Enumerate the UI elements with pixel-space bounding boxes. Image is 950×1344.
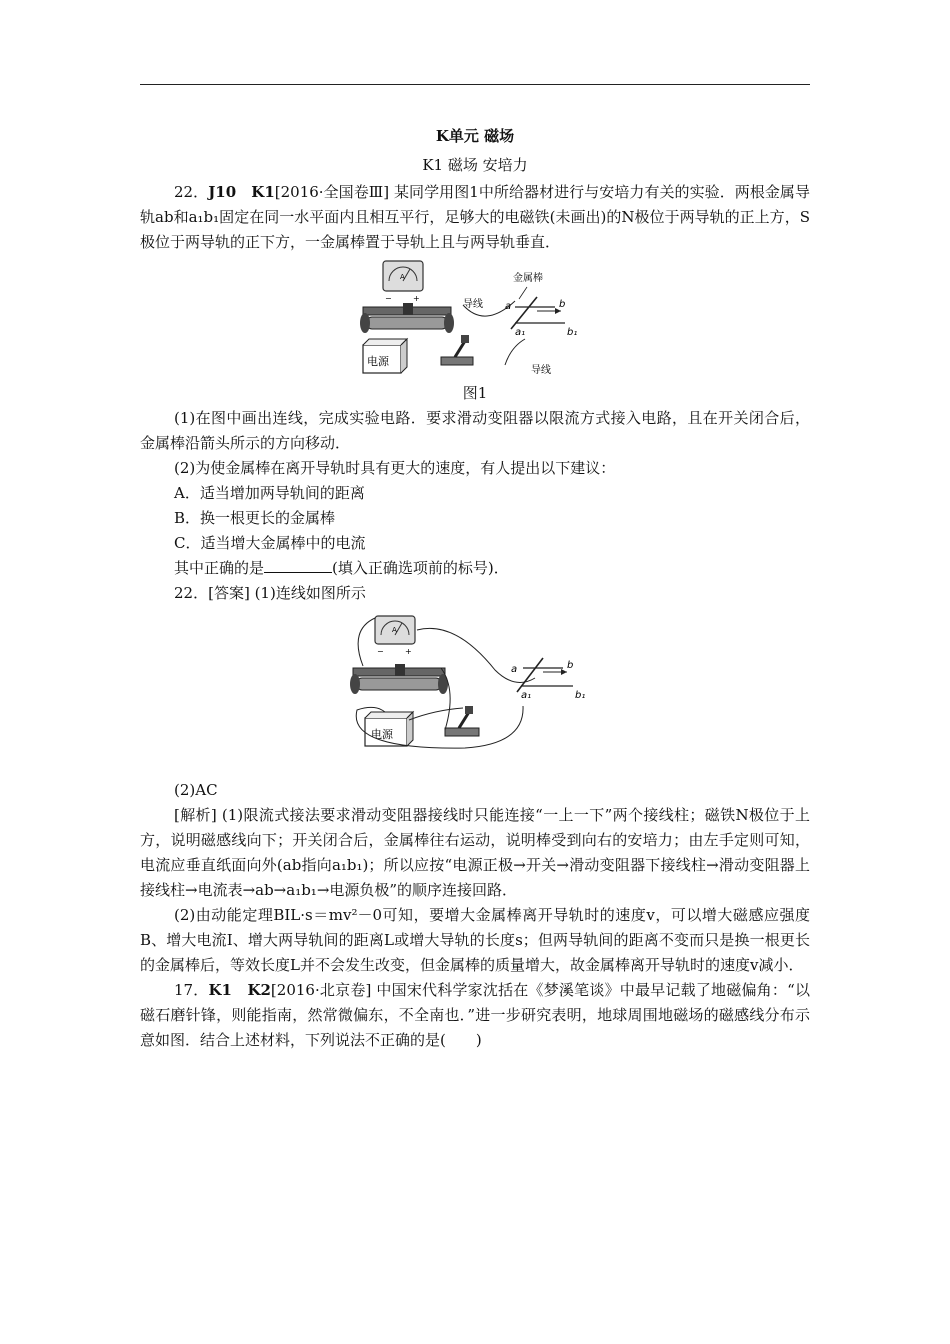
q22-part1: (1)在图中画出连线，完成实验电路．要求滑动变阻器以限流方式接入电路，且在开关闭合后，金属棒沿箭头所示的方向移动． (140, 409, 810, 452)
q17-text: 中国宋代科学家沈括在《梦溪笔谈》中最早记载了地磁偏角：“以磁石磨针锋，则能指南，然常微偏东，不全南也．”进一步研究表明，地球周围地磁场的磁感线分布示意如图．结合上述材料，下列说法不正确的是( ) (140, 981, 810, 1049)
ammeter-icon (375, 616, 415, 656)
answer-label-b: b (567, 660, 574, 671)
q22-source: [2016·全国卷Ⅲ] (274, 183, 390, 201)
label-b: b (559, 299, 566, 310)
rheostat-icon (360, 303, 454, 333)
ammeter-minus: − (385, 294, 392, 303)
switch-icon (441, 335, 473, 365)
q22-stem (140, 180, 810, 255)
q17-tag-k1: K1 (208, 981, 232, 999)
answer-ammeter-plus: + (405, 647, 412, 656)
q22-option-c: C．适当增大金属棒中的电流 (174, 534, 366, 552)
q17-tag-k2: K2 (247, 981, 271, 999)
q22-option-b: B．换一根更长的金属棒 (174, 509, 336, 527)
analysis-1-text: (1)限流式接法要求滑动变阻器接线时只能连接“一上一下”两个接线柱；磁铁N极位于上方，说明磁感线向下；开关闭合后，金属棒往右运动，说明棒受到向右的安培力；由左手定则可知，电流应垂直纸面向外(ab指向a₁b₁)；所以应按“电源正极→开关→滑动变阻器下接线柱→滑动变阻器上接线柱→电流表→ab→a₁b₁→电源负极”的顺序连接回路． (140, 806, 810, 899)
rod-label: 金属棒 (513, 273, 543, 284)
figure-1 (355, 259, 595, 379)
q22-fill-line (140, 556, 810, 581)
fill-prefix: 其中正确的是 (174, 559, 265, 577)
answer-part2: (2)AC (174, 781, 218, 799)
document-page (140, 120, 810, 1053)
answer-number: 22． (174, 584, 209, 602)
q22-tag-j10: J10 (208, 183, 237, 201)
q17-stem (140, 978, 810, 1053)
label-a: a (505, 301, 512, 312)
answer-ammeter-label: A (392, 626, 397, 634)
answer-label-b1: b₁ (575, 690, 586, 701)
power-supply-icon (365, 712, 413, 746)
answer-label-a1: a₁ (521, 690, 532, 701)
analysis-1 (140, 803, 810, 903)
answer-figure (345, 610, 605, 760)
q17-source: [2016·北京卷] (270, 981, 372, 999)
answer-ammeter-minus: − (377, 647, 384, 656)
metal-rod (511, 297, 537, 329)
label-a1: a₁ (515, 327, 526, 338)
answer-part1: (1)连线如图所示 (249, 584, 366, 602)
q17-number: 17． (174, 981, 209, 999)
top-rule (140, 84, 810, 85)
answer-label-a: a (511, 664, 518, 675)
wire-label-1: 导线 (463, 299, 483, 310)
q22-tag-k1: K1 (251, 183, 275, 201)
answer-heading (140, 581, 810, 606)
ammeter-plus: + (413, 294, 420, 303)
analysis-label: [解析] (174, 806, 217, 824)
answer-blank (264, 556, 332, 573)
power-label: 电源 (367, 355, 389, 368)
wire-label-2: 导线 (531, 365, 551, 376)
answer-power-label: 电源 (371, 728, 393, 741)
figure-1-caption: 图1 (462, 384, 488, 402)
ammeter-label: A (400, 273, 405, 281)
power-supply-icon (363, 339, 407, 373)
q22-option-a: A．适当增加两导轨间的距离 (174, 484, 365, 502)
switch-icon (445, 706, 479, 736)
fill-suffix: (填入正确选项前的标号)． (332, 559, 509, 577)
ammeter-icon (383, 261, 423, 303)
unit-title: K单元 磁场 (435, 127, 515, 145)
q22-text: 某同学用图1中所给器材进行与安培力有关的实验．两根金属导轨ab和a₁b₁固定在同一水平面内且相互平行，足够大的电磁铁(未画出)的N极位于两导轨的正上方，S极位于两导轨的正下方，一金属棒置于导轨上且与两导轨垂直． (140, 183, 810, 251)
q22-number: 22． (174, 183, 209, 201)
section-title: K1 磁场 安培力 (422, 156, 528, 174)
q22-part2: (2)为使金属棒在离开导轨时具有更大的速度，有人提出以下建议： (174, 459, 616, 477)
rheostat-icon (350, 664, 448, 694)
answer-label: [答案] (208, 584, 250, 602)
label-b1: b₁ (567, 327, 578, 338)
analysis-2: (2)由动能定理BIL·s＝mv²－0可知，要增大金属棒离开导轨时的速度v，可以增大磁感应强度B、增大电流I、增大两导轨间的距离L或增大导轨的长度s；但两导轨间的距离不变而只是换一根更长的金属棒后，等效长度L并不会发生改变，但金属棒的质量增大，故金属棒离开导轨时的速度v减小． (140, 906, 810, 974)
